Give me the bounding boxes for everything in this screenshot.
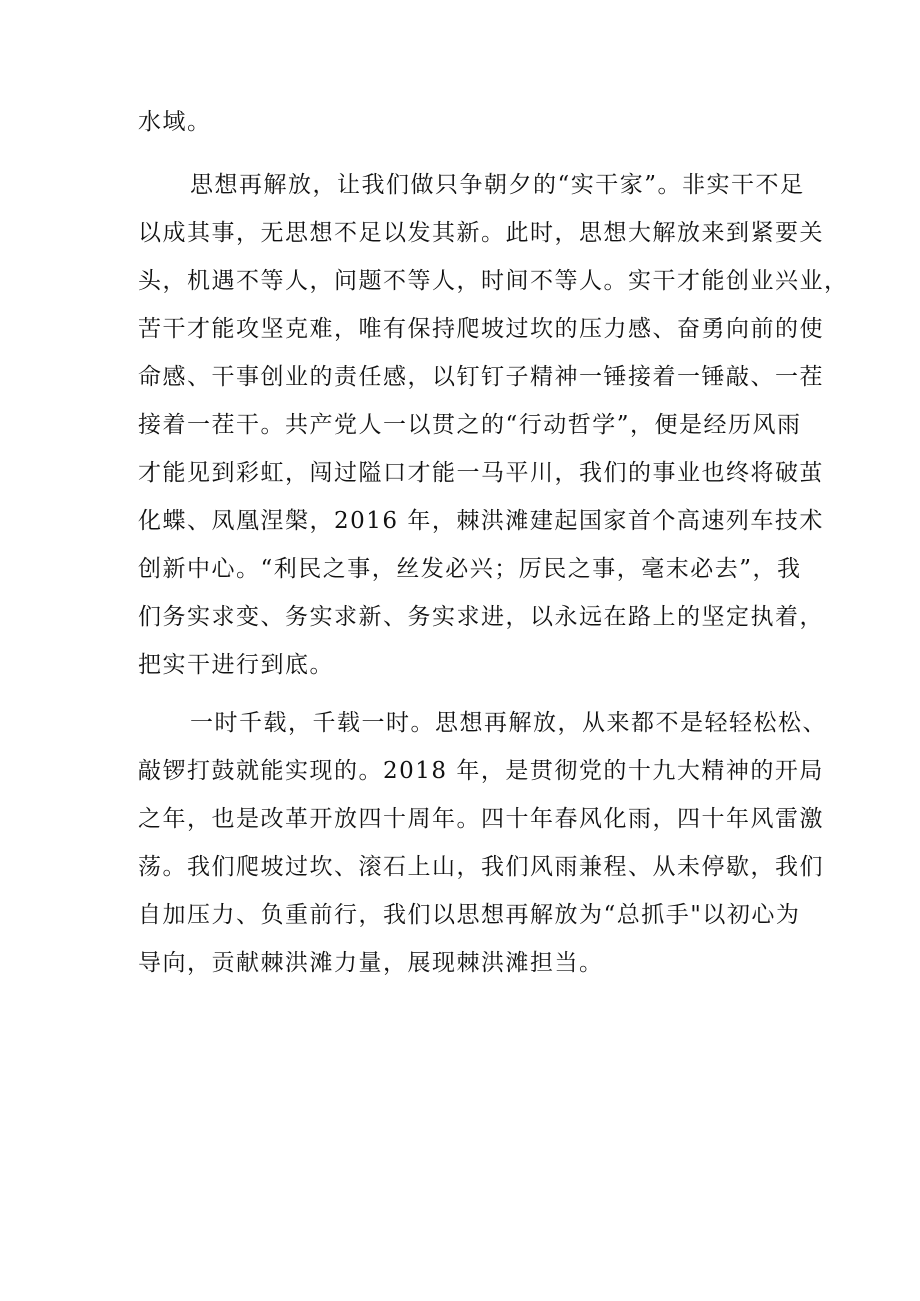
paragraph-2-line-6: 接着一茬干。共产党人一以贯之的“行动哲学”，便是经历风雨 [138,412,802,438]
paragraph-2-line-5: 命感、干事创业的责任感，以钉钉子精神一锤接着一锤敲、一茬 [138,364,824,390]
paragraph-3-line-3: 之年，也是改革开放四十周年。四十年春风化雨，四十年风雷激 [138,806,824,832]
paragraph-3-line-4: 荡。我们爬坡过坎、滚石上山，我们风雨兼程、从未停歇，我们 [138,854,824,880]
paragraph-2-line-7: 才能见到彩虹，闯过隘口才能一马平川，我们的事业也终将破茧 [138,460,824,486]
paragraph-2-line-1: 思想再解放，让我们做只争朝夕的“实干家”。非实干不足 [190,172,805,198]
paragraph-2-line-4: 苦干才能攻坚克难，唯有保持爬坡过坎的压力感、奋勇向前的使 [138,316,824,342]
paragraph-2-line-11: 把实干进行到底。 [138,652,334,678]
paragraph-2-line-8: 化蝶、凤凰涅槃，2016 年，棘洪滩建起国家首个高速列车技术 [138,508,824,534]
paragraph-2-line-10: 们务实求变、务实求新、务实求进，以永远在路上的坚定执着， [138,604,824,630]
paragraph-3-line-6: 导向，贡献棘洪滩力量，展现棘洪滩担当。 [138,950,604,976]
paragraph-2-line-3: 头，机遇不等人，问题不等人，时间不等人。实干才能创业兴业， [138,268,849,294]
paragraph-2-line-2: 以成其事，无思想不足以发其新。此时，思想大解放来到紧要关 [138,220,824,246]
paragraph-3-line-2: 敲锣打鼓就能实现的。2018 年，是贯彻党的十九大精神的开局 [138,758,824,784]
paragraph-2-line-9: 创新中心。“利民之事，丝发必兴；厉民之事，毫末必去”，我 [138,556,802,582]
paragraph-3-line-1: 一时千载，千载一时。思想再解放，从来都不是轻轻松松、 [190,710,827,736]
paragraph-1-line-1: 水域。 [138,109,212,135]
paragraph-3-line-5: 自加压力、负重前行，我们以思想再解放为“总抓手"以初心为 [138,902,801,928]
